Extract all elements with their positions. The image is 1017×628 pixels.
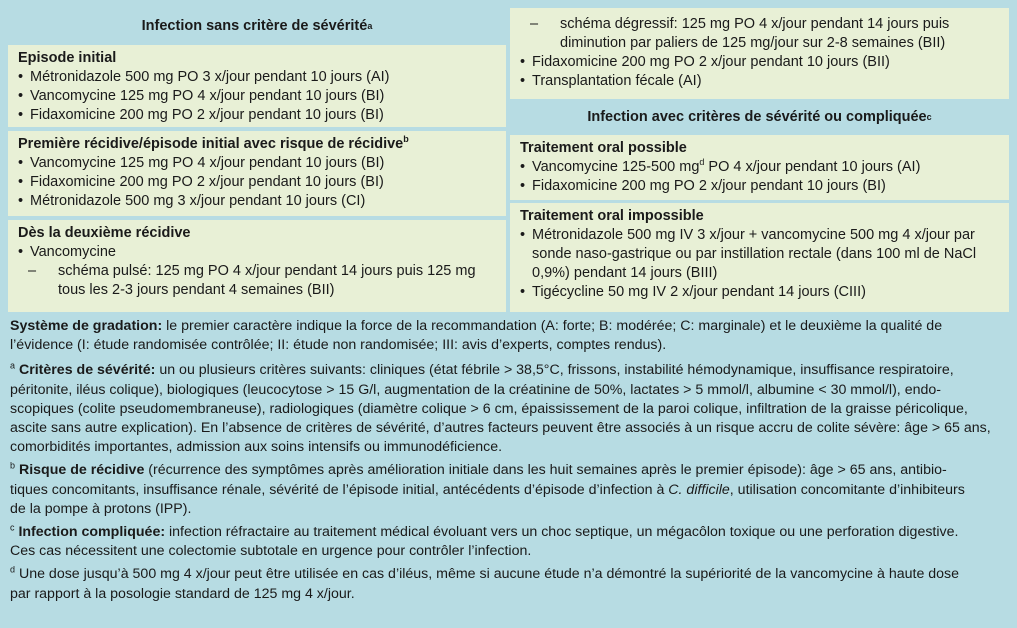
section-right-top xyxy=(510,8,1009,99)
note-text: un ou plusieurs critères suivants: cliniques (état fébrile > 38,5°C, frissons, instabilité hémodynamique, insuffisance respiratoire, xyxy=(155,362,954,379)
note-text: de la pompe à protons (IPP). xyxy=(10,500,192,517)
list-item: • Tigécycline 50 mg IV 2 x/jour pendant 14 jours (CIII) xyxy=(520,283,999,302)
note-text: tiques concomitants, insuffisance rénale, sévérité de l’épisode initial, antécédents d’épisode d’infection à xyxy=(10,481,669,498)
note-sup: a xyxy=(10,360,16,371)
left-header-text: Infection sans critère de sévérité xyxy=(141,17,368,34)
note-text: comorbidités importantes, admission aux soins intensifs ou immunodéficience. xyxy=(10,439,503,456)
note-text: Ces cas nécessitent une colectomie subtotale en urgence pour contrôler l’infection. xyxy=(10,543,532,560)
sub-item-continued: diminution par paliers de 125 mg/jour sur 2-8 semaines (BII) xyxy=(560,35,946,51)
section-title: Traitement oral impossible xyxy=(520,208,704,224)
note-c xyxy=(10,523,1010,561)
list-item xyxy=(520,158,999,177)
right-header: Infection avec critères de sévérité ou compliquée c xyxy=(510,101,1009,133)
sub-item xyxy=(520,15,999,34)
list-item: • Transplantation fécale (AI) xyxy=(520,72,999,91)
note-label: Infection compliquée: xyxy=(14,524,166,541)
note-text: ascite sans autre explication). En l’absence de critères de sévérité, d’autres facteurs peuvent être associés à un risque accru de colite sévère: âge > 65 ans, xyxy=(10,420,991,437)
note-label: Système de gradation: xyxy=(10,318,163,334)
list-item: • Métronidazole 500 mg 3 x/jour pendant 10 jours (CI) xyxy=(18,192,496,211)
section-title-text: Première récidive/épisode initial avec risque de récidive xyxy=(18,136,404,152)
dash-icon: – xyxy=(28,263,37,279)
list-item: • Métronidazole 500 mg PO 3 x/jour pendant 10 jours (AI) xyxy=(18,68,496,87)
note-text: l’évidence (I: étude randomisée contrôlée; II: étude non randomisée; III: avis d’experts, comptes rendus). xyxy=(10,337,667,354)
section-title: Episode initial xyxy=(18,50,117,66)
note-label: Critères de sévérité: xyxy=(15,362,156,379)
note-text: par rapport à la posologie standard de 125 mg 4 x/jour. xyxy=(10,585,355,602)
left-header: Infection sans critère de sévérité a xyxy=(8,8,506,43)
note-text: le premier caractère indique la force de la recommandation (A: forte; B: modérée; C: marginale) et le deuxième la qualité de xyxy=(162,318,943,334)
note-sup: d xyxy=(10,564,16,575)
note-grading xyxy=(10,317,1010,355)
note-text: infection réfractaire au traitement médical évoluant vers un choc septique, un mégacôlon toxique ou une perforation digestive. xyxy=(165,524,959,541)
section-episode-initial xyxy=(8,45,506,127)
note-text: (récurrence des symptômes après amélioration initiale dans les huit semaines après le premier épisode): âge > 65 ans, antibio- xyxy=(144,462,947,479)
sub-item-line: schéma pulsé: 125 mg PO 4 x/jour pendant 14 jours puis 125 mg xyxy=(58,263,476,279)
note-b xyxy=(10,461,1010,519)
section-title-sup: b xyxy=(403,134,409,145)
note-sup: c xyxy=(10,522,15,533)
list-item: • Vancomycine xyxy=(18,243,496,262)
dash-icon: – xyxy=(530,16,539,32)
right-header-text: Infection avec critères de sévérité ou compliquée xyxy=(587,109,927,125)
section-oral-possible xyxy=(510,135,1009,200)
sub-item-line: schéma dégressif: 125 mg PO 4 x/jour pendant 14 jours puis xyxy=(560,16,950,32)
note-italic: C. difficile xyxy=(668,481,730,498)
section-deuxieme-recidive xyxy=(8,220,506,312)
sub-item xyxy=(18,262,496,281)
section-title xyxy=(18,135,496,154)
list-item: • Fidaxomicine 200 mg PO 2 x/jour pendant 10 jours (BI) xyxy=(520,177,999,196)
section-oral-impossible xyxy=(510,203,1009,312)
list-item-line: 0,9%) pendant 14 jours (BIII) xyxy=(532,265,718,281)
footnotes xyxy=(10,317,1010,622)
list-item: • Fidaxomicine 200 mg PO 2 x/jour pendant 10 jours (BI) xyxy=(18,106,496,125)
list-item-sup: d xyxy=(699,157,705,168)
section-title: Dès la deuxième récidive xyxy=(18,225,191,241)
list-item-line: sonde naso-gastrique ou par instillation rectale (dans 100 ml de NaCl xyxy=(532,246,977,262)
note-a xyxy=(10,361,1010,457)
list-item xyxy=(520,226,999,283)
sub-item-continued: tous les 2-3 jours pendant 4 semaines (BII) xyxy=(58,282,335,298)
note-text: péritonite, iléus colique), biologiques (leucocytose > 15 G/l, augmentation de la créatinine de 50%, lactates > 5 mmol/l, albumine < 30 mmol/l), endo- xyxy=(10,381,941,398)
note-text: Une dose jusqu’à 500 mg 4 x/jour peut être utilisée en cas d’iléus, même si aucune étude n’a démontré la supériorité de la vancomycine à haute dose xyxy=(15,566,960,583)
list-item-line: • Métronidazole 500 mg IV 3 x/jour + vancomycine 500 mg 4 x/jour par xyxy=(532,227,975,243)
list-item: • Fidaxomicine 200 mg PO 2 x/jour pendant 10 jours (BII) xyxy=(520,53,999,72)
note-sup: b xyxy=(10,460,16,471)
note-text: , utilisation concomitante d’inhibiteurs xyxy=(729,481,965,498)
list-item: • Vancomycine 125 mg PO 4 x/jour pendant 10 jours (BI) xyxy=(18,154,496,173)
list-item-text: Vancomycine 125-500 mg xyxy=(532,159,700,175)
list-item: • Vancomycine 125 mg PO 4 x/jour pendant 10 jours (BI) xyxy=(18,87,496,106)
note-d xyxy=(10,565,1010,603)
list-item-text: PO 4 x/jour pendant 10 jours (AI) xyxy=(704,159,921,175)
list-item: • Fidaxomicine 200 mg PO 2 x/jour pendant 10 jours (BI) xyxy=(18,173,496,192)
section-title: Traitement oral possible xyxy=(520,140,687,156)
section-premiere-recidive xyxy=(8,131,506,216)
note-text: scopiques (colite pseudomembraneuse), radiologiques (diamètre colique > 6 cm, épaississement de la paroi colique, infiltration de la graisse péricolique, xyxy=(10,400,968,417)
note-label: Risque de récidive xyxy=(15,462,145,479)
